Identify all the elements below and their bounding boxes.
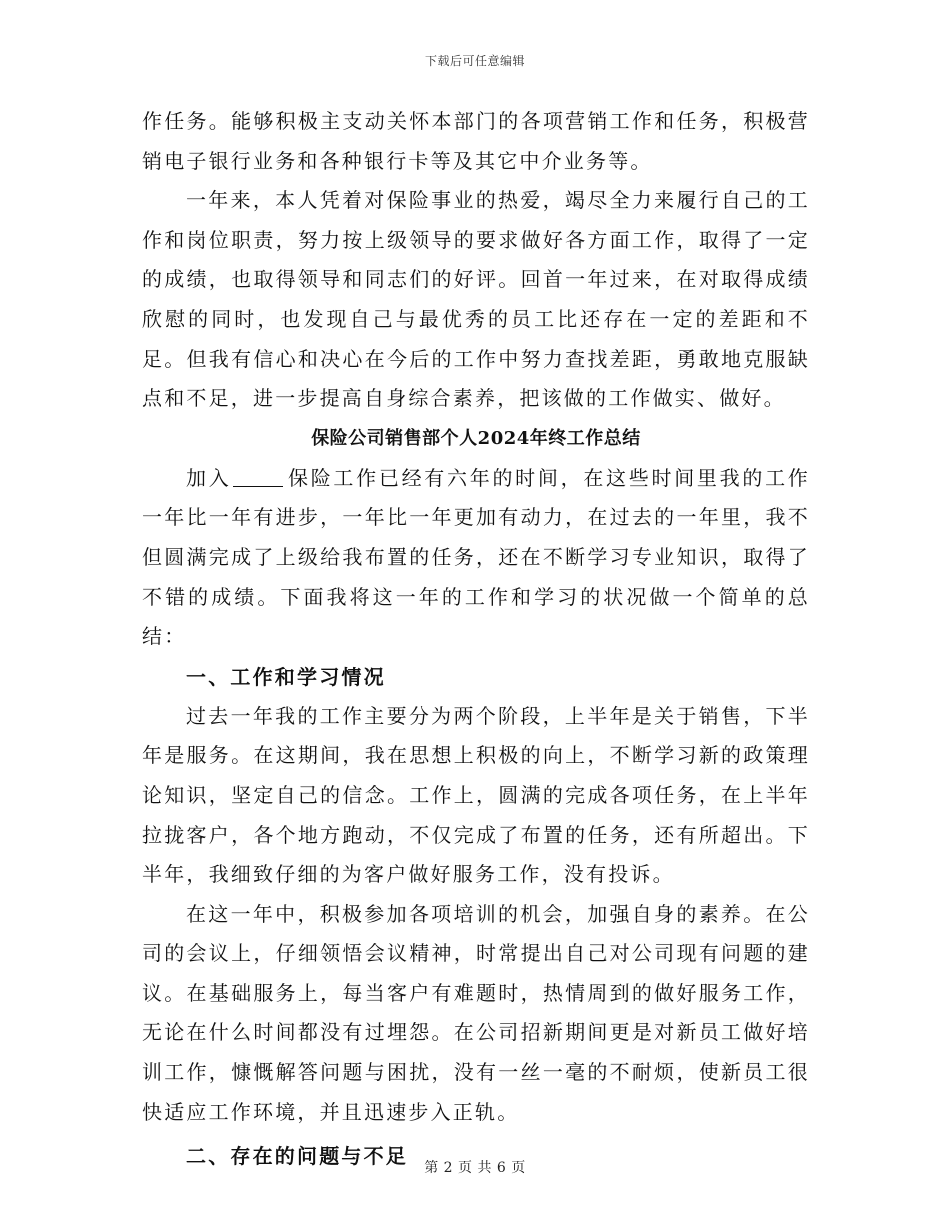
- paragraph-1: 作任务。能够积极主支动关怀本部门的各项营销工作和任务，积极营销电子银行业务和各种银行卡等及其它中介业务等。: [142, 109, 810, 173]
- document-body: [142, 102, 810, 1176]
- page-header: 下载后可任意编辑: [424, 54, 525, 68]
- fill-in-blank: [233, 466, 283, 487]
- paragraph-3: [142, 459, 810, 657]
- paragraph-5: 在这一年中，积极参加各项培训的机会，加强自身的素养。在公司的会议上，仔细领悟会议精神，时常提出自己对公司现有问题的建议。在基础服务上，每当客户有难题时，热情周到的做好服务工作，无论在什么时间都没有过埋怨。在公司招新期间更是对新员工做好培训工作，慷慨解答问题与困扰，没有一丝一毫的不耐烦，使新员工很快适应工作环境，并且迅速步入正轨。: [142, 901, 810, 1124]
- document-title: 保险公司销售部个人2024年终工作总结: [311, 427, 641, 449]
- section-heading-2: 二、存在的问题与不足: [186, 1144, 408, 1169]
- paragraph-3-text: 保险工作已经有六年的时间，在这些时间里我的工作一年比一年有进步，一年比一年更加有动力，在过去的一年里，我不但圆满完成了上级给我布置的任务，还在不断学习专业知识，取得了不错的成绩。下面我将这一年的工作和学习的状况做一个简单的总结：: [142, 465, 810, 649]
- paragraph-4: 过去一年我的工作主要分为两个阶段，上半年是关于销售，下半年是服务。在这期间，我在思想上积极的向上，不断学习新的政策理论知识，坚定自己的信念。工作上，圆满的完成各项任务，在上半年拉拢客户，各个地方跑动，不仅完成了布置的任务，还有所超出。下半年，我细致仔细的为客户做好服务工作，没有投诉。: [142, 703, 810, 887]
- paragraph-2: 一年来，本人凭着对保险事业的热爱，竭尽全力来履行自己的工作和岗位职责，努力按上级领导的要求做好各方面工作，取得了一定的成绩，也取得领导和同志们的好评。回首一年过来，在对取得成绩欣慰的同时，也发现自己与最优秀的员工比还存在一定的差距和不足。但我有信心和决心在今后的工作中努力查找差距，勇敢地克服缺点和不足，进一步提高自身综合素养，把该做的工作做实、做好。: [142, 188, 810, 411]
- paragraph-3-prefix: 加入: [186, 465, 232, 490]
- page-footer: 第 2 页 共 6 页: [424, 1160, 526, 1176]
- section-heading-1: 一、工作和学习情况: [186, 664, 386, 689]
